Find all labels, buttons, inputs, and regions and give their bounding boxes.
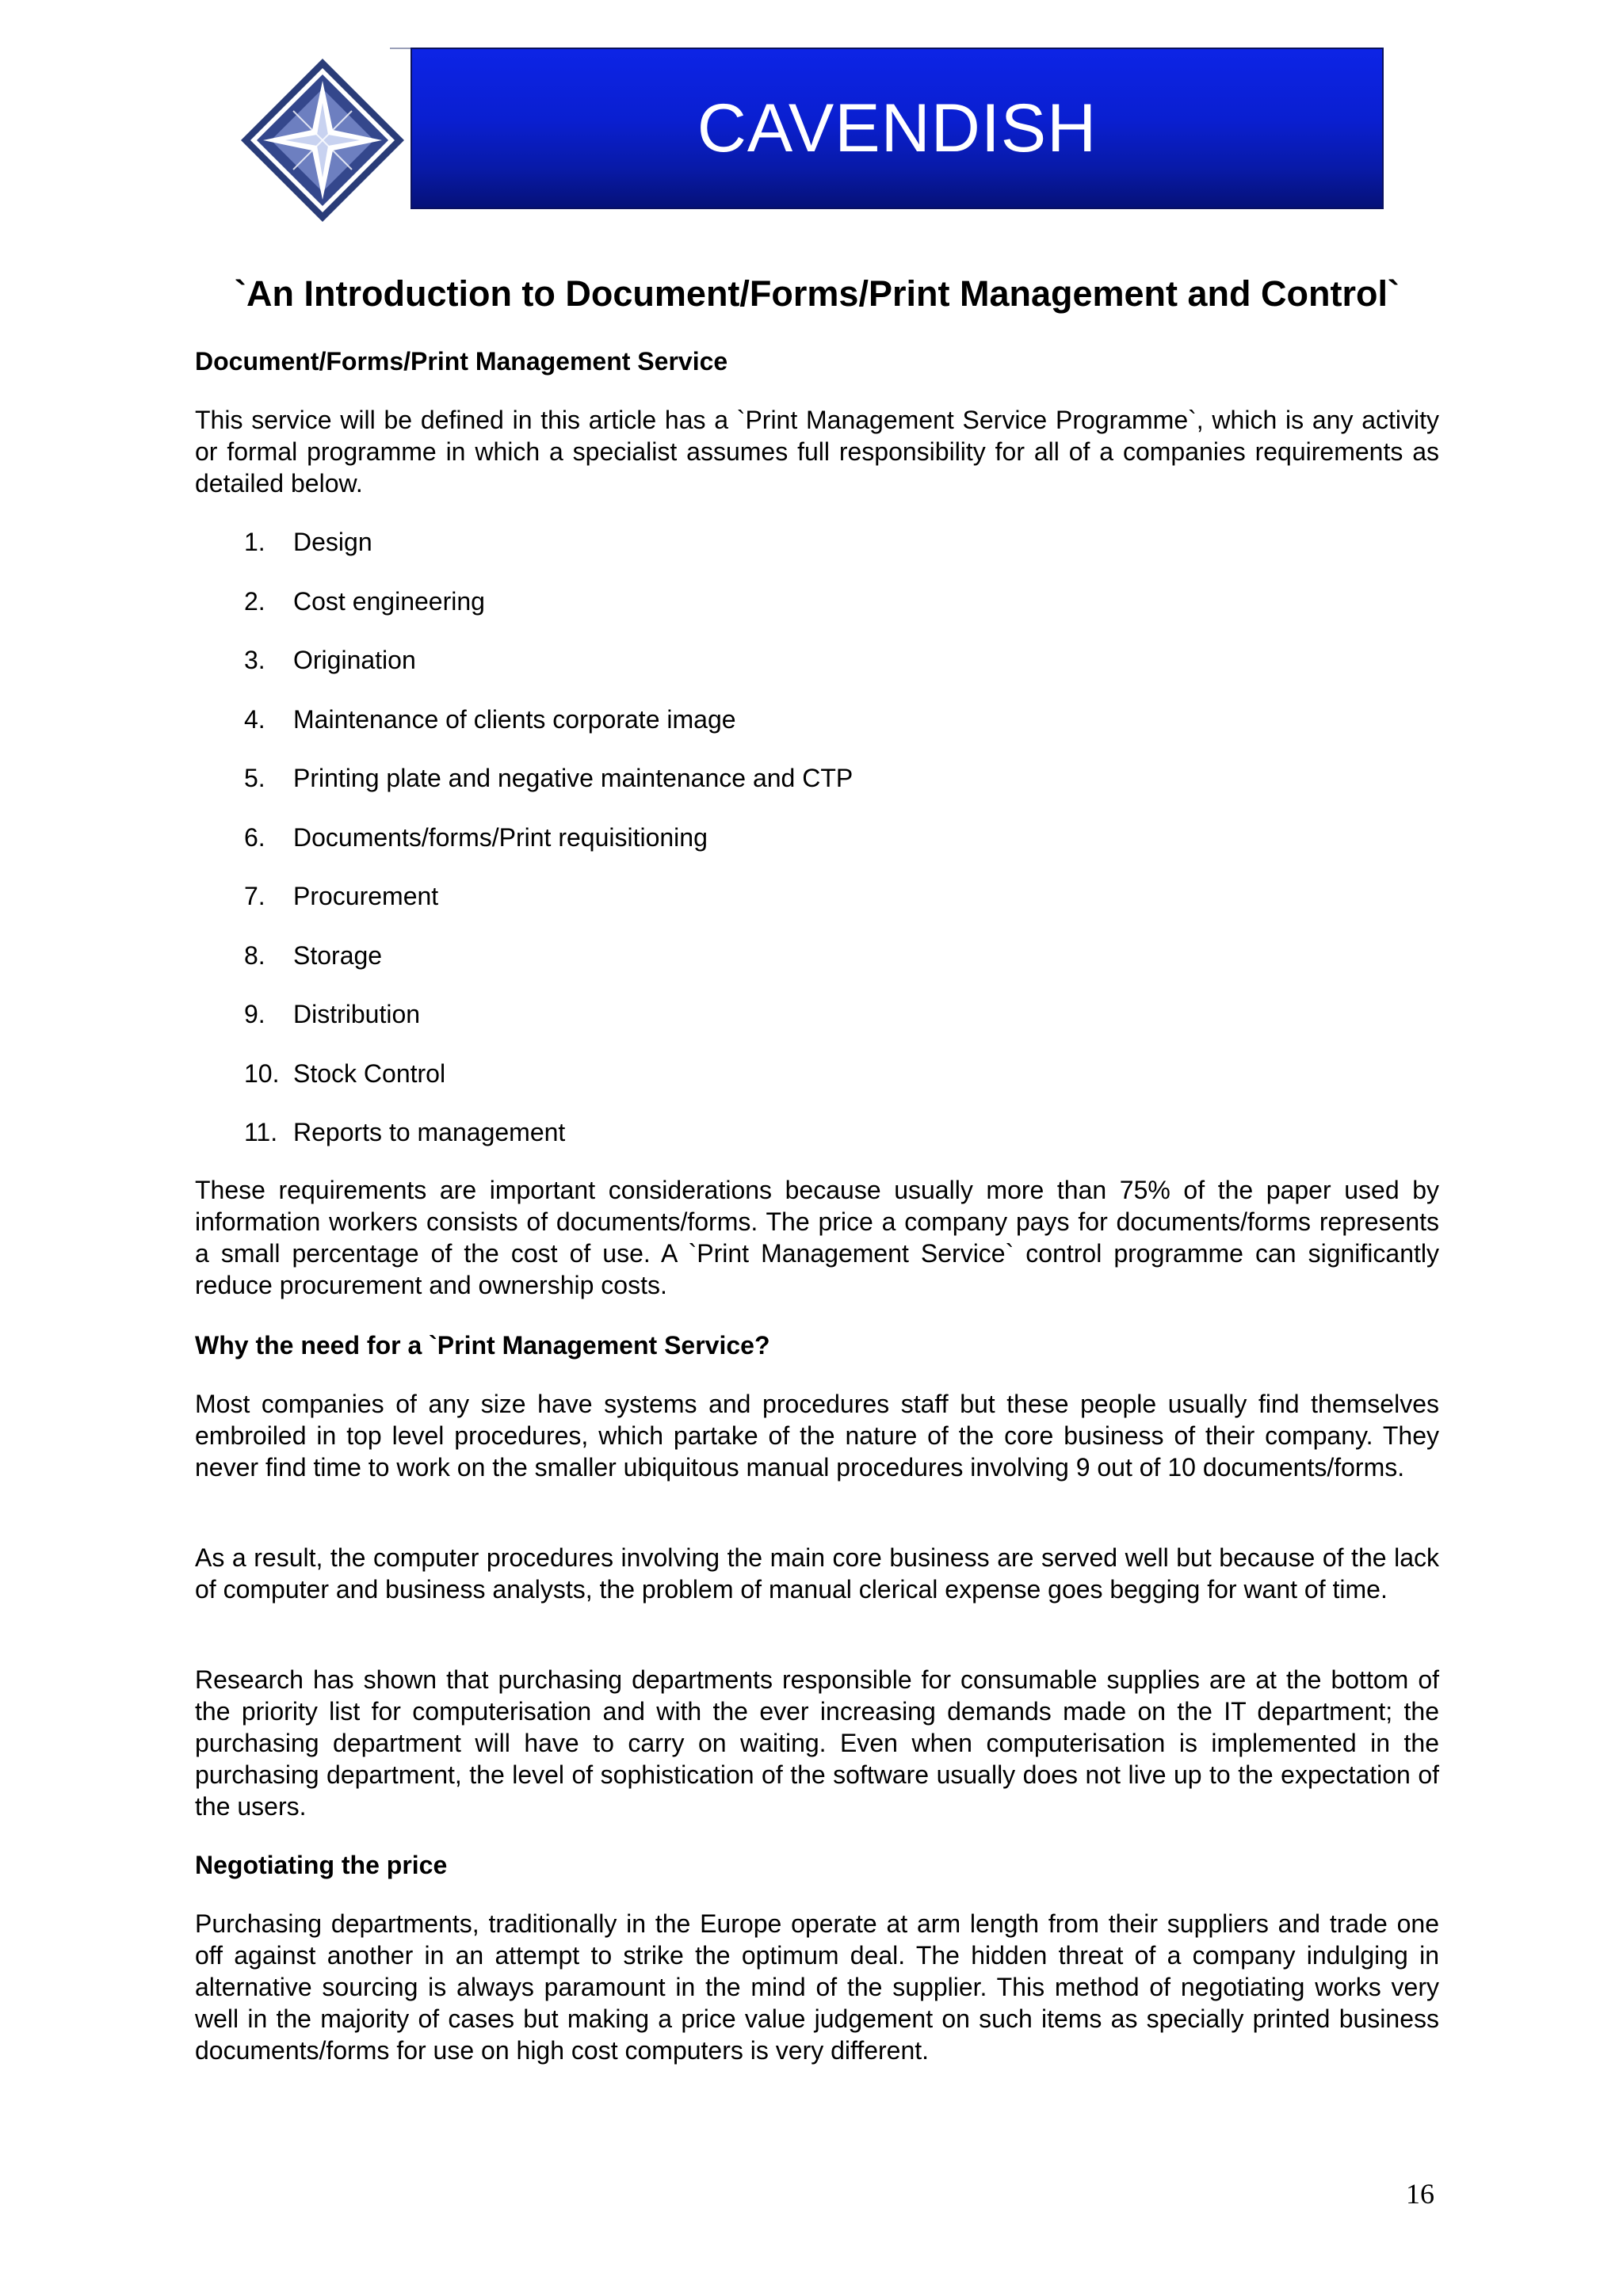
list-text: Reports to management: [293, 1118, 566, 1146]
list-text: Storage: [293, 940, 383, 970]
list-text: Maintenance of clients corporate image: [293, 704, 736, 734]
document-title: `An Introduction to Document/Forms/Print Management and Control`: [235, 273, 1400, 314]
paragraph-intro: This service will be defined in this article has a `Print Management Service Programme`, which is any activity or formal programme in which a specialist assumes full responsibility for all of a companies requirements as detailed below.: [195, 406, 1439, 498]
paragraph-companies: Most companies of any size have systems and procedures staff but these people usually find themselves embroiled in top level procedures, which partake of the nature of the core business of their company. They never find time to work on the smaller ubiquitous manual procedures involving 9 out of 10 documents/forms.: [195, 1390, 1439, 1482]
list-number: 5.: [244, 764, 265, 792]
paragraph-result: As a result, the computer procedures involving the main core business are served well but because of the lack of computer and business analysts, the problem of manual clerical expense goes begging for want of time.: [195, 1543, 1439, 1604]
diamond-star-logo-icon: [239, 57, 406, 223]
list-text: Distribution: [293, 1000, 421, 1028]
banner-rule: [390, 48, 412, 49]
list-number: 4.: [244, 704, 265, 734]
paragraph-research: Research has shown that purchasing departments responsible for consumable supplies are at the bottom of the priority list for computerisation and with the ever increasing demands made on the IT department; the purchasing department will have to carry on waiting. Even when computerisation is implemented in the purchasing department, the level of sophistication of the software usually does not live up to the expectation of the users.: [195, 1665, 1439, 1821]
page-number: 16: [1406, 2178, 1434, 2210]
brand-banner: [411, 48, 1384, 209]
list-number: 3.: [244, 646, 265, 674]
list-number: 6.: [244, 822, 265, 852]
section-heading-negotiating: Negotiating the price: [195, 1851, 448, 1879]
list-number: 7.: [244, 882, 265, 910]
list-number: 8.: [244, 940, 265, 970]
list-text: Stock Control: [293, 1058, 446, 1088]
list-text: Origination: [293, 646, 416, 674]
list-text: Cost engineering: [293, 586, 485, 616]
section-heading-service: Document/Forms/Print Management Service: [195, 347, 728, 376]
list-number: 10.: [244, 1058, 280, 1088]
list-text: Procurement: [293, 882, 439, 910]
list-text: Design: [293, 528, 372, 556]
section-heading-need: Why the need for a `Print Management Service?: [195, 1331, 770, 1360]
paragraph-requirements: These requirements are important considerations because usually more than 75% of the paper used by information workers consists of documents/forms. The price a company pays for documents/forms represents a small percentage of the cost of use. A `Print Management Service` control programme can significantly reduce procurement and ownership costs.: [195, 1176, 1439, 1299]
paragraph-purchasing: Purchasing departments, traditionally in the Europe operate at arm length from their suppliers and trade one off against another in an attempt to strike the optimum deal. The hidden threat of a company indulging in alternative sourcing is always paramount in the mind of the supplier. This method of negotiating works very well in the majority of cases but making a price value judgement on such items as specially printed business documents/forms for use on high cost computers is very different.: [195, 1909, 1439, 2065]
brand-name: CAVENDISH: [697, 90, 1098, 166]
list-number: 1.: [244, 528, 265, 556]
list-text: Documents/forms/Print requisitioning: [293, 822, 708, 852]
list-number: 11.: [244, 1118, 278, 1146]
list-text: Printing plate and negative maintenance and CTP: [293, 764, 854, 792]
list-number: 9.: [244, 1000, 265, 1028]
list-number: 2.: [244, 586, 265, 616]
